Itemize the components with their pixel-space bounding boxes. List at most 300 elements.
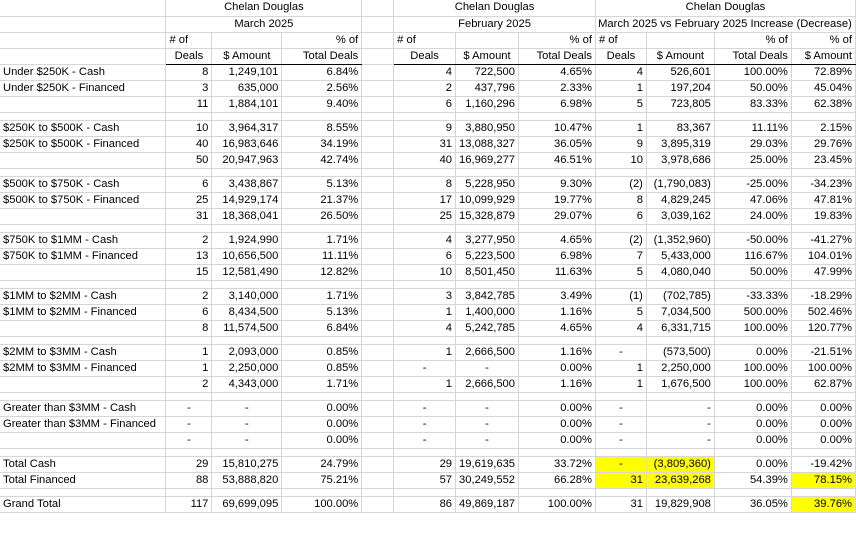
table-cell[interactable]: 9.30%: [519, 176, 596, 192]
table-cell[interactable]: 21.37%: [282, 192, 362, 208]
table-cell[interactable]: 4.65%: [519, 320, 596, 336]
table-cell[interactable]: 6: [166, 176, 212, 192]
table-cell[interactable]: 100.00%: [714, 320, 791, 336]
empty-cell[interactable]: [212, 336, 282, 344]
empty-cell[interactable]: [791, 112, 855, 120]
table-cell[interactable]: 6: [595, 208, 646, 224]
table-cell[interactable]: 34.19%: [282, 136, 362, 152]
table-cell[interactable]: -: [212, 400, 282, 416]
empty-cell[interactable]: [456, 112, 519, 120]
row-label[interactable]: Under $250K - Cash: [0, 64, 166, 80]
empty-cell[interactable]: [714, 336, 791, 344]
table-cell[interactable]: -: [646, 400, 714, 416]
table-cell[interactable]: 31: [166, 208, 212, 224]
table-cell[interactable]: 19.83%: [791, 208, 855, 224]
column-header[interactable]: # of: [394, 32, 456, 48]
separator-cell[interactable]: [362, 344, 394, 360]
table-cell[interactable]: 5,228,950: [456, 176, 519, 192]
table-cell[interactable]: 23,639,268: [646, 472, 714, 488]
separator-cell[interactable]: [362, 320, 394, 336]
table-cell[interactable]: 0.00%: [714, 416, 791, 432]
table-cell[interactable]: 62.38%: [791, 96, 855, 112]
table-cell[interactable]: 9: [394, 120, 456, 136]
empty-cell[interactable]: [282, 280, 362, 288]
row-label[interactable]: [0, 320, 166, 336]
empty-cell[interactable]: [282, 392, 362, 400]
empty-cell[interactable]: [212, 280, 282, 288]
table-cell[interactable]: 1: [394, 376, 456, 392]
empty-cell[interactable]: [394, 448, 456, 456]
table-cell[interactable]: 24.79%: [282, 456, 362, 472]
empty-cell[interactable]: [0, 280, 166, 288]
empty-cell[interactable]: [282, 224, 362, 232]
table-cell[interactable]: 722,500: [456, 64, 519, 80]
separator-cell[interactable]: [362, 152, 394, 168]
table-cell[interactable]: 29: [394, 456, 456, 472]
table-cell[interactable]: 29: [166, 456, 212, 472]
column-header[interactable]: Total Deals: [714, 48, 791, 64]
table-cell[interactable]: 47.06%: [714, 192, 791, 208]
table-cell[interactable]: 4.65%: [519, 64, 596, 80]
empty-cell[interactable]: [519, 112, 596, 120]
table-cell[interactable]: 17: [394, 192, 456, 208]
table-cell[interactable]: 31: [595, 496, 646, 512]
table-cell[interactable]: 8,501,450: [456, 264, 519, 280]
table-cell[interactable]: 8.55%: [282, 120, 362, 136]
table-cell[interactable]: 50.00%: [714, 264, 791, 280]
table-cell[interactable]: 24.00%: [714, 208, 791, 224]
table-cell[interactable]: 1: [394, 344, 456, 360]
empty-cell[interactable]: [595, 224, 646, 232]
corner-cell[interactable]: [0, 16, 166, 32]
empty-cell[interactable]: [595, 280, 646, 288]
table-cell[interactable]: 47.99%: [791, 264, 855, 280]
table-cell[interactable]: 1.16%: [519, 344, 596, 360]
table-cell[interactable]: 3,978,686: [646, 152, 714, 168]
empty-cell[interactable]: [791, 448, 855, 456]
corner-cell[interactable]: [0, 0, 166, 16]
separator-cell[interactable]: [362, 472, 394, 488]
table-cell[interactable]: 25.00%: [714, 152, 791, 168]
separator-cell[interactable]: [362, 120, 394, 136]
table-cell[interactable]: 3,842,785: [456, 288, 519, 304]
table-cell[interactable]: 15,328,879: [456, 208, 519, 224]
table-cell[interactable]: 2.33%: [519, 80, 596, 96]
table-cell[interactable]: 0.00%: [519, 360, 596, 376]
table-cell[interactable]: 100.00%: [282, 496, 362, 512]
empty-cell[interactable]: [166, 336, 212, 344]
column-header[interactable]: % of: [282, 32, 362, 48]
empty-cell[interactable]: [519, 392, 596, 400]
row-label[interactable]: Greater than $3MM - Cash: [0, 400, 166, 416]
empty-cell[interactable]: [212, 488, 282, 496]
table-cell[interactable]: 49,869,187: [456, 496, 519, 512]
table-cell[interactable]: 1: [595, 120, 646, 136]
table-cell[interactable]: -: [456, 400, 519, 416]
table-cell[interactable]: 100.00%: [714, 376, 791, 392]
period-variance[interactable]: March 2025 vs February 2025 Increase (Decrease): [595, 16, 855, 32]
table-cell[interactable]: 31: [595, 472, 646, 488]
empty-cell[interactable]: [714, 168, 791, 176]
table-cell[interactable]: 25: [166, 192, 212, 208]
table-cell[interactable]: 0.00%: [282, 432, 362, 448]
table-cell[interactable]: 1: [595, 360, 646, 376]
separator-cell[interactable]: [362, 288, 394, 304]
table-cell[interactable]: 100.00%: [714, 64, 791, 80]
table-cell[interactable]: 4: [595, 64, 646, 80]
separator-cell[interactable]: [362, 376, 394, 392]
separator-cell[interactable]: [362, 432, 394, 448]
table-cell[interactable]: 1,400,000: [456, 304, 519, 320]
table-cell[interactable]: 100.00%: [519, 496, 596, 512]
table-cell[interactable]: (1,790,083): [646, 176, 714, 192]
row-label[interactable]: Greater than $3MM - Financed: [0, 416, 166, 432]
table-cell[interactable]: 5,242,785: [456, 320, 519, 336]
table-cell[interactable]: 6: [394, 248, 456, 264]
table-cell[interactable]: 4.65%: [519, 232, 596, 248]
empty-cell[interactable]: [362, 280, 394, 288]
table-cell[interactable]: 5,433,000: [646, 248, 714, 264]
row-label[interactable]: $500K to $750K - Financed: [0, 192, 166, 208]
table-cell[interactable]: 0.00%: [282, 416, 362, 432]
empty-cell[interactable]: [519, 224, 596, 232]
table-cell[interactable]: 19,829,908: [646, 496, 714, 512]
separator-cell[interactable]: [362, 96, 394, 112]
table-cell[interactable]: 100.00%: [714, 360, 791, 376]
table-cell[interactable]: 2,666,500: [456, 376, 519, 392]
table-cell[interactable]: 104.01%: [791, 248, 855, 264]
table-cell[interactable]: 50.00%: [714, 80, 791, 96]
empty-cell[interactable]: [646, 280, 714, 288]
empty-cell[interactable]: [0, 168, 166, 176]
table-cell[interactable]: 1,676,500: [646, 376, 714, 392]
table-cell[interactable]: 2: [166, 376, 212, 392]
table-cell[interactable]: 1.71%: [282, 232, 362, 248]
row-label[interactable]: $1MM to $2MM - Financed: [0, 304, 166, 320]
table-cell[interactable]: 1,924,990: [212, 232, 282, 248]
table-cell[interactable]: 502.46%: [791, 304, 855, 320]
row-label[interactable]: [0, 376, 166, 392]
table-cell[interactable]: 4: [394, 320, 456, 336]
table-cell[interactable]: (573,500): [646, 344, 714, 360]
table-cell[interactable]: 33.72%: [519, 456, 596, 472]
table-cell[interactable]: 1: [166, 344, 212, 360]
table-cell[interactable]: 7,034,500: [646, 304, 714, 320]
empty-cell[interactable]: [714, 112, 791, 120]
table-cell[interactable]: 0.00%: [714, 400, 791, 416]
table-cell[interactable]: 11: [166, 96, 212, 112]
table-cell[interactable]: 1.16%: [519, 376, 596, 392]
table-cell[interactable]: (1,352,960): [646, 232, 714, 248]
column-header[interactable]: [646, 32, 714, 48]
empty-cell[interactable]: [362, 168, 394, 176]
table-cell[interactable]: 4,829,245: [646, 192, 714, 208]
table-cell[interactable]: 6,331,715: [646, 320, 714, 336]
row-label[interactable]: $1MM to $2MM - Cash: [0, 288, 166, 304]
table-cell[interactable]: 9: [595, 136, 646, 152]
column-header[interactable]: $ Amount: [791, 48, 855, 64]
row-label[interactable]: $2MM to $3MM - Financed: [0, 360, 166, 376]
table-cell[interactable]: -: [166, 416, 212, 432]
empty-cell[interactable]: [519, 336, 596, 344]
column-header[interactable]: $ Amount: [456, 48, 519, 64]
column-header[interactable]: Total Deals: [519, 48, 596, 64]
empty-cell[interactable]: [394, 336, 456, 344]
table-cell[interactable]: 6: [166, 304, 212, 320]
empty-cell[interactable]: [714, 448, 791, 456]
table-cell[interactable]: -: [394, 400, 456, 416]
empty-cell[interactable]: [394, 224, 456, 232]
separator-cell[interactable]: [362, 32, 394, 48]
table-cell[interactable]: 2,250,000: [646, 360, 714, 376]
empty-cell[interactable]: [0, 448, 166, 456]
table-cell[interactable]: -33.33%: [714, 288, 791, 304]
column-header[interactable]: # of: [595, 32, 646, 48]
empty-cell[interactable]: [394, 168, 456, 176]
table-cell[interactable]: 723,805: [646, 96, 714, 112]
empty-cell[interactable]: [394, 112, 456, 120]
table-cell[interactable]: -50.00%: [714, 232, 791, 248]
empty-cell[interactable]: [456, 392, 519, 400]
table-cell[interactable]: (2): [595, 232, 646, 248]
table-cell[interactable]: -: [394, 360, 456, 376]
table-cell[interactable]: 0.00%: [519, 416, 596, 432]
table-cell[interactable]: 40: [394, 152, 456, 168]
period-march[interactable]: March 2025: [166, 16, 362, 32]
table-cell[interactable]: 197,204: [646, 80, 714, 96]
table-cell[interactable]: 10: [166, 120, 212, 136]
row-label[interactable]: [0, 208, 166, 224]
table-cell[interactable]: 8: [394, 176, 456, 192]
row-label[interactable]: $750K to $1MM - Cash: [0, 232, 166, 248]
empty-cell[interactable]: [166, 448, 212, 456]
empty-cell[interactable]: [519, 168, 596, 176]
table-cell[interactable]: -: [456, 416, 519, 432]
table-cell[interactable]: 2: [166, 288, 212, 304]
separator-cell[interactable]: [362, 208, 394, 224]
table-cell[interactable]: 88: [166, 472, 212, 488]
table-cell[interactable]: 11.11%: [282, 248, 362, 264]
table-cell[interactable]: 3.49%: [519, 288, 596, 304]
table-cell[interactable]: 526,601: [646, 64, 714, 80]
table-cell[interactable]: 2.56%: [282, 80, 362, 96]
empty-cell[interactable]: [212, 392, 282, 400]
column-header[interactable]: Deals: [595, 48, 646, 64]
separator-cell[interactable]: [362, 456, 394, 472]
empty-cell[interactable]: [282, 336, 362, 344]
table-cell[interactable]: 0.85%: [282, 344, 362, 360]
empty-cell[interactable]: [791, 392, 855, 400]
empty-cell[interactable]: [166, 488, 212, 496]
table-cell[interactable]: 1,249,101: [212, 64, 282, 80]
table-cell[interactable]: 3: [394, 288, 456, 304]
empty-cell[interactable]: [282, 112, 362, 120]
table-cell[interactable]: 0.00%: [714, 432, 791, 448]
table-cell[interactable]: (702,785): [646, 288, 714, 304]
column-header[interactable]: Total Deals: [282, 48, 362, 64]
table-cell[interactable]: 8: [595, 192, 646, 208]
empty-cell[interactable]: [646, 168, 714, 176]
table-cell[interactable]: -: [646, 432, 714, 448]
table-cell[interactable]: 15: [166, 264, 212, 280]
table-cell[interactable]: 5.13%: [282, 304, 362, 320]
table-cell[interactable]: 16,969,277: [456, 152, 519, 168]
table-cell[interactable]: 57: [394, 472, 456, 488]
row-label[interactable]: $2MM to $3MM - Cash: [0, 344, 166, 360]
table-cell[interactable]: 9.40%: [282, 96, 362, 112]
empty-cell[interactable]: [791, 336, 855, 344]
table-cell[interactable]: 2,666,500: [456, 344, 519, 360]
table-cell[interactable]: -25.00%: [714, 176, 791, 192]
table-cell[interactable]: 100.00%: [791, 360, 855, 376]
row-label[interactable]: Total Cash: [0, 456, 166, 472]
empty-cell[interactable]: [362, 336, 394, 344]
separator-cell[interactable]: [362, 304, 394, 320]
empty-cell[interactable]: [394, 280, 456, 288]
table-cell[interactable]: 6: [394, 96, 456, 112]
empty-cell[interactable]: [456, 336, 519, 344]
empty-cell[interactable]: [166, 280, 212, 288]
table-cell[interactable]: 36.05%: [714, 496, 791, 512]
table-cell[interactable]: 19,619,635: [456, 456, 519, 472]
separator-cell[interactable]: [362, 80, 394, 96]
separator-cell[interactable]: [362, 416, 394, 432]
empty-cell[interactable]: [362, 488, 394, 496]
empty-cell[interactable]: [456, 280, 519, 288]
table-cell[interactable]: 1: [595, 376, 646, 392]
table-cell[interactable]: 29.07%: [519, 208, 596, 224]
row-label[interactable]: [0, 96, 166, 112]
table-cell[interactable]: 50: [166, 152, 212, 168]
table-cell[interactable]: 12,581,490: [212, 264, 282, 280]
empty-cell[interactable]: [714, 488, 791, 496]
empty-cell[interactable]: [714, 280, 791, 288]
table-cell[interactable]: -: [166, 400, 212, 416]
table-cell[interactable]: 15,810,275: [212, 456, 282, 472]
empty-cell[interactable]: [394, 488, 456, 496]
empty-cell[interactable]: [282, 168, 362, 176]
empty-cell[interactable]: [646, 112, 714, 120]
group-title-march[interactable]: Chelan Douglas: [166, 0, 362, 16]
empty-cell[interactable]: [519, 280, 596, 288]
table-cell[interactable]: 83.33%: [714, 96, 791, 112]
table-cell[interactable]: 62.87%: [791, 376, 855, 392]
group-title-february[interactable]: Chelan Douglas: [394, 0, 596, 16]
table-cell[interactable]: 0.00%: [282, 400, 362, 416]
row-label[interactable]: $750K to $1MM - Financed: [0, 248, 166, 264]
empty-cell[interactable]: [0, 392, 166, 400]
table-cell[interactable]: -: [595, 456, 646, 472]
table-cell[interactable]: 78.15%: [791, 472, 855, 488]
table-cell[interactable]: 120.77%: [791, 320, 855, 336]
table-cell[interactable]: 2: [166, 232, 212, 248]
table-cell[interactable]: 2,093,000: [212, 344, 282, 360]
empty-cell[interactable]: [791, 168, 855, 176]
table-cell[interactable]: 2: [394, 80, 456, 96]
empty-cell[interactable]: [714, 224, 791, 232]
table-cell[interactable]: 0.00%: [519, 432, 596, 448]
empty-cell[interactable]: [595, 112, 646, 120]
empty-cell[interactable]: [714, 392, 791, 400]
empty-cell[interactable]: [282, 448, 362, 456]
empty-cell[interactable]: [519, 488, 596, 496]
table-cell[interactable]: 1.16%: [519, 304, 596, 320]
row-label[interactable]: $250K to $500K - Financed: [0, 136, 166, 152]
table-cell[interactable]: -: [456, 432, 519, 448]
table-cell[interactable]: 29.76%: [791, 136, 855, 152]
table-cell[interactable]: 4,080,040: [646, 264, 714, 280]
table-cell[interactable]: -: [212, 416, 282, 432]
table-cell[interactable]: 4: [595, 320, 646, 336]
empty-cell[interactable]: [595, 392, 646, 400]
table-cell[interactable]: 19.77%: [519, 192, 596, 208]
table-cell[interactable]: -: [595, 432, 646, 448]
row-label[interactable]: $250K to $500K - Cash: [0, 120, 166, 136]
table-cell[interactable]: 0.00%: [791, 400, 855, 416]
table-cell[interactable]: 1,884,101: [212, 96, 282, 112]
table-cell[interactable]: 0.00%: [791, 416, 855, 432]
column-header[interactable]: $ Amount: [212, 48, 282, 64]
table-cell[interactable]: 4,343,000: [212, 376, 282, 392]
separator-cell[interactable]: [362, 248, 394, 264]
table-cell[interactable]: 36.05%: [519, 136, 596, 152]
table-cell[interactable]: 12.82%: [282, 264, 362, 280]
table-cell[interactable]: -: [595, 400, 646, 416]
table-cell[interactable]: 5.13%: [282, 176, 362, 192]
table-cell[interactable]: 6.98%: [519, 248, 596, 264]
empty-cell[interactable]: [362, 448, 394, 456]
empty-cell[interactable]: [394, 392, 456, 400]
table-cell[interactable]: -18.29%: [791, 288, 855, 304]
table-cell[interactable]: 3,140,000: [212, 288, 282, 304]
table-cell[interactable]: 8: [166, 320, 212, 336]
table-cell[interactable]: 5: [595, 264, 646, 280]
table-cell[interactable]: 83,367: [646, 120, 714, 136]
table-cell[interactable]: -: [166, 432, 212, 448]
separator-cell[interactable]: [362, 496, 394, 512]
table-cell[interactable]: (2): [595, 176, 646, 192]
separator-cell[interactable]: [362, 232, 394, 248]
separator-cell[interactable]: [362, 48, 394, 64]
table-cell[interactable]: -: [394, 416, 456, 432]
corner-cell[interactable]: [0, 32, 166, 48]
table-cell[interactable]: 500.00%: [714, 304, 791, 320]
table-cell[interactable]: 1,160,296: [456, 96, 519, 112]
table-cell[interactable]: 54.39%: [714, 472, 791, 488]
table-cell[interactable]: 0.00%: [519, 400, 596, 416]
empty-cell[interactable]: [212, 448, 282, 456]
table-cell[interactable]: -41.27%: [791, 232, 855, 248]
separator-cell[interactable]: [362, 264, 394, 280]
column-header[interactable]: # of: [166, 32, 212, 48]
table-cell[interactable]: (3,809,360): [646, 456, 714, 472]
empty-cell[interactable]: [166, 168, 212, 176]
empty-cell[interactable]: [282, 488, 362, 496]
table-cell[interactable]: 11.63%: [519, 264, 596, 280]
table-cell[interactable]: 14,929,174: [212, 192, 282, 208]
table-cell[interactable]: 437,796: [456, 80, 519, 96]
period-february[interactable]: February 2025: [394, 16, 596, 32]
empty-cell[interactable]: [362, 224, 394, 232]
empty-cell[interactable]: [595, 488, 646, 496]
table-cell[interactable]: -19.42%: [791, 456, 855, 472]
row-label[interactable]: [0, 432, 166, 448]
table-cell[interactable]: 6.84%: [282, 64, 362, 80]
table-cell[interactable]: -: [595, 416, 646, 432]
empty-cell[interactable]: [519, 448, 596, 456]
table-cell[interactable]: 3,438,867: [212, 176, 282, 192]
table-cell[interactable]: 75.21%: [282, 472, 362, 488]
